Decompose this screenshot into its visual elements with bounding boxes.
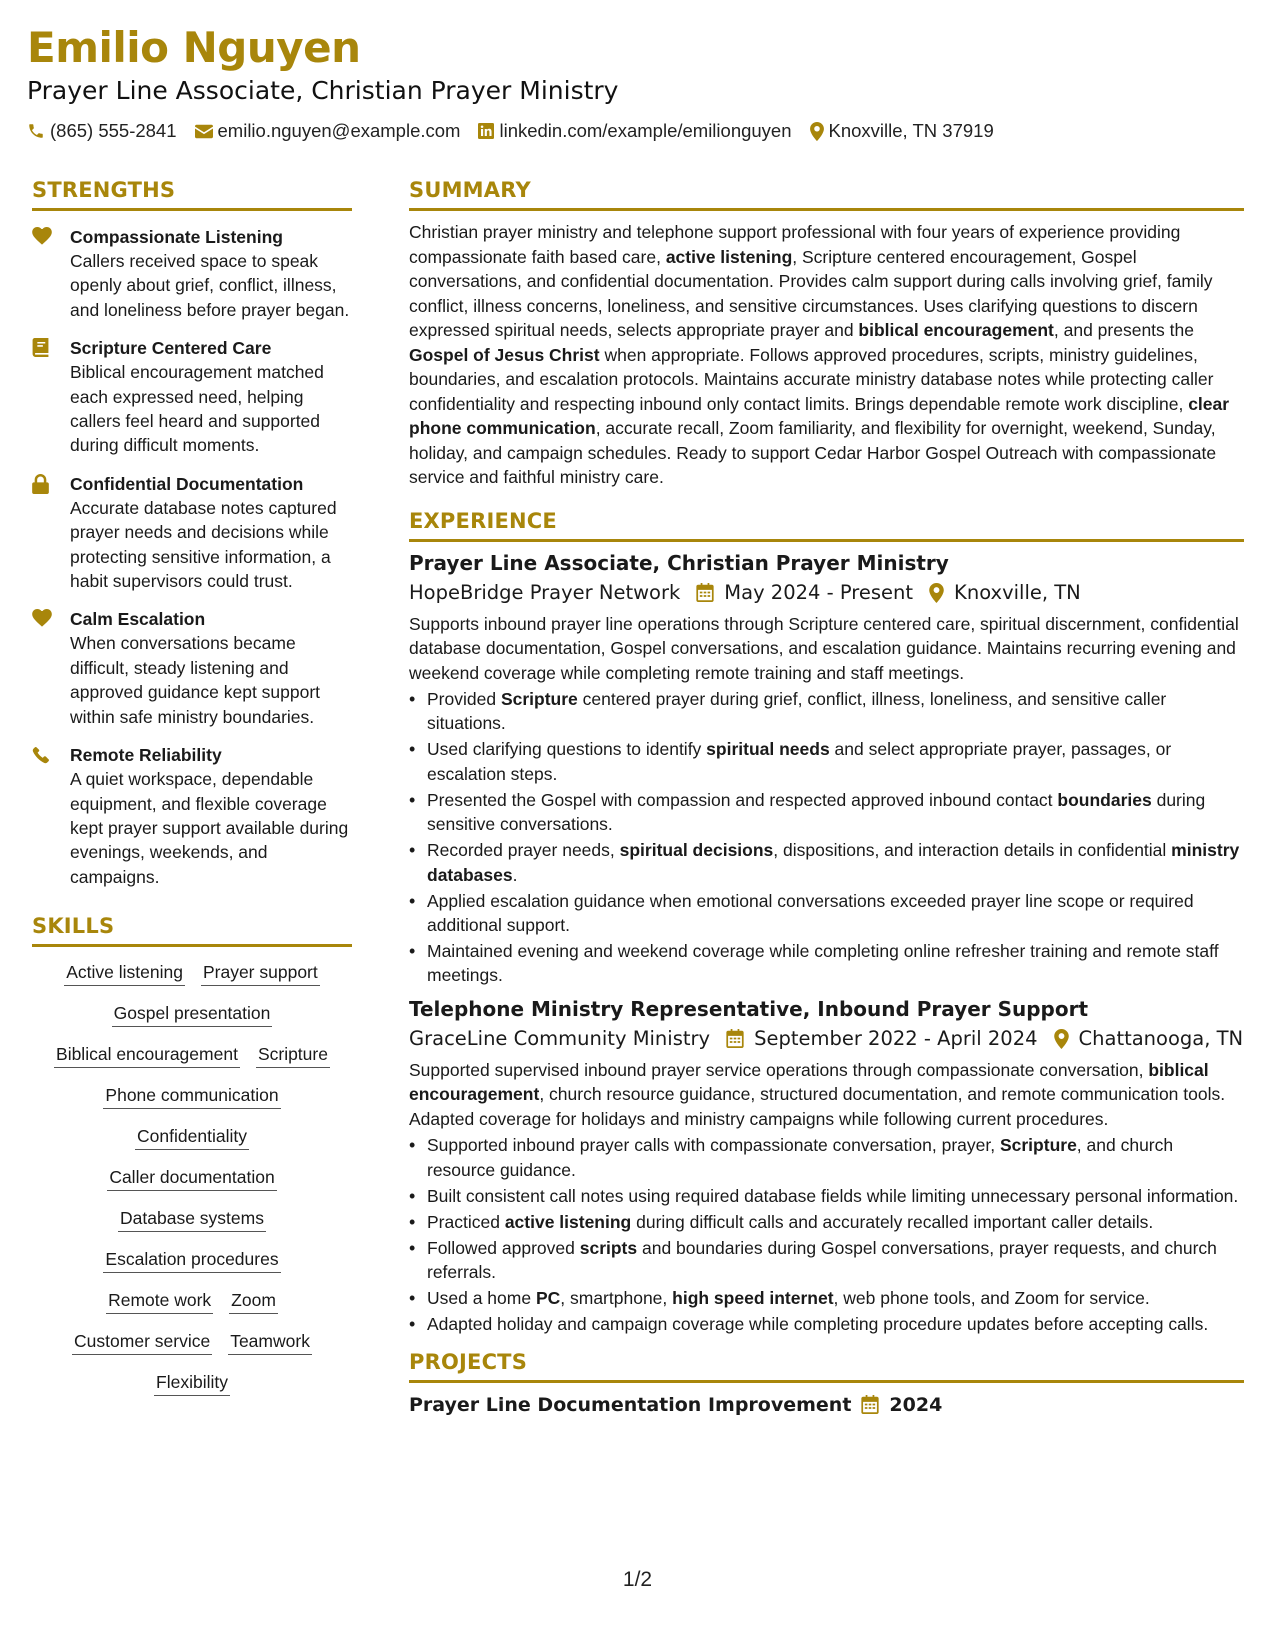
experience-heading: EXPERIENCE: [409, 508, 557, 533]
envelope-icon: [195, 124, 213, 139]
strength-description: A quiet workspace, dependable equipment, and flexible coverage kept prayer support available during evenings, weekends, and campaigns.: [70, 769, 349, 887]
strengths-section: [32, 175, 352, 889]
calendar-icon: [696, 583, 714, 602]
contact-linkedin-text: linkedin.com/example/emilionguyen: [499, 120, 792, 141]
job-bullet: • Supported inbound prayer calls with compassionate conversation, prayer, Scripture, and church resource guidance.: [409, 1133, 1244, 1182]
job-bullet: • Adapted holiday and campaign coverage while completing procedure updates before accepting calls.: [409, 1312, 1244, 1336]
skill-tag: Remote work: [106, 1287, 213, 1314]
summary-heading: SUMMARY: [409, 178, 531, 202]
skill-tag: Flexibility: [154, 1369, 230, 1396]
job-bullets: [409, 1133, 1244, 1336]
job-bullet: • Built consistent call notes using required database fields while limiting unnecessary personal information.: [409, 1184, 1244, 1208]
job-organization: GraceLine Community Ministry: [409, 1026, 711, 1050]
job-description: Supported supervised inbound prayer service operations through compassionate conversation, biblical encouragement, church resource guidance, structured documentation, and remote communication tools. Adapted coverage for holidays and ministry campaigns while following current procedures.: [409, 1059, 1226, 1129]
job-location: Knoxville, TN: [954, 580, 1081, 604]
contact-location: [810, 120, 994, 142]
right-column: [409, 175, 1244, 1419]
job-organization: HopeBridge Prayer Network: [409, 580, 681, 604]
skill-tag: Phone communication: [103, 1082, 280, 1109]
job-bullet: • Recorded prayer needs, spiritual decisions, dispositions, and interaction details in confidential ministry databases.: [409, 838, 1244, 887]
strength-item: [32, 336, 352, 458]
job-bullet: • Used clarifying questions to identify spiritual needs and select appropriate prayer, passages, or escalation steps.: [409, 737, 1244, 786]
skills-section: [32, 911, 352, 1396]
job-entry: [409, 548, 1244, 988]
contact-phone[interactable]: [27, 120, 177, 142]
section-divider: [409, 208, 1244, 211]
contact-email-text: emilio.nguyen@example.com: [217, 120, 461, 141]
skill-tag: Active listening: [64, 959, 185, 986]
candidate-name: Emilio Nguyen: [27, 23, 361, 72]
strength-item: [32, 607, 352, 729]
job-dates: September 2022 - April 2024: [754, 1026, 1038, 1050]
project-item: [409, 1391, 1244, 1419]
phone-icon: [27, 122, 45, 140]
book-icon: [32, 338, 49, 357]
contact-email[interactable]: [195, 120, 461, 142]
skill-tag: Teamwork: [228, 1328, 312, 1355]
project-title: Prayer Line Documentation Improvement: [409, 1393, 852, 1416]
contact-phone-text: (865) 555-2841: [50, 120, 177, 141]
contact-bar: [27, 120, 1247, 142]
candidate-title: Prayer Line Associate, Christian Prayer Ministry: [27, 76, 619, 105]
job-bullet: • Maintained evening and weekend coverage while completing online refresher training and remote staff meetings.: [409, 939, 1244, 988]
summary-section: [409, 175, 1244, 490]
strength-title: Compassionate Listening: [70, 227, 283, 247]
linkedin-icon: [478, 123, 494, 139]
skill-tag: Prayer support: [201, 959, 320, 986]
strength-item: [32, 743, 352, 889]
summary-text: Christian prayer ministry and telephone support professional with four years of experience providing compassionate faith based care, active listening, Scripture centered encouragement, Gospel conversations, and confidential documentation. Provides calm support during calls involving grief, family conflict, illness concerns, loneliness, and sensitive circumstances. Uses clarifying questions to discern expressed spiritual needs, selects appropriate prayer and biblical encouragement, and presents the Gospel of Jesus Christ when appropriate. Follows approved procedures, scripts, ministry guidelines, boundaries, and escalation protocols. Maintains accurate ministry database notes while protecting caller confidentiality and respecting inbound only contact limits. Brings dependable remote work discipline, clear phone communication, accurate recall, Zoom familiarity, and flexibility for overnight, weekend, Sunday, holiday, and campaign schedules. Ready to support Cedar Harbor Gospel Outreach with compassionate service and faithful ministry care.: [409, 222, 1230, 487]
strength-title: Remote Reliability: [70, 745, 222, 766]
skill-tag: Gospel presentation: [112, 1000, 273, 1027]
map-pin-icon: [1054, 1029, 1069, 1049]
job-bullet: • Practiced active listening during difficult calls and accurately recalled important caller details.: [409, 1210, 1244, 1234]
skill-tag: Escalation procedures: [103, 1246, 280, 1273]
job-meta: [409, 578, 1244, 608]
job-meta: [409, 1024, 1244, 1054]
job-bullet: • Provided Scripture centered prayer during grief, conflict, illness, loneliness, and sensitive caller situations.: [409, 687, 1244, 736]
resume-header: [27, 22, 1247, 142]
job-title: Prayer Line Associate, Christian Prayer Ministry: [409, 550, 949, 575]
projects-section: [409, 1347, 1244, 1419]
strength-item: [32, 472, 352, 594]
heart-icon: [32, 609, 52, 627]
strength-description: Accurate database notes captured prayer needs and decisions while protecting sensitive information, a habit supervisors could trust.: [70, 497, 337, 592]
map-pin-icon: [929, 583, 944, 603]
lock-icon: [32, 474, 49, 494]
skill-tag: Scripture: [256, 1041, 330, 1068]
job-dates: May 2024 - Present: [724, 580, 914, 604]
section-divider: [409, 1380, 1244, 1383]
strength-title: Scripture Centered Care: [70, 338, 272, 359]
strength-item: [32, 225, 352, 322]
strength-description: When conversations became difficult, steady listening and approved guidance kept support within safe ministry boundaries.: [70, 633, 321, 727]
job-location: Chattanooga, TN: [1078, 1026, 1244, 1050]
skill-tag: Zoom: [229, 1287, 278, 1314]
strength-description: Biblical encouragement matched each expressed need, helping callers feel heard and supported during difficult moments.: [70, 362, 324, 456]
calendar-icon: [861, 1395, 879, 1414]
projects-heading: PROJECTS: [409, 1349, 528, 1374]
job-bullet: • Used a home PC, smartphone, high speed internet, web phone tools, and Zoom for service.: [409, 1286, 1244, 1310]
phone-icon: [32, 745, 51, 764]
strength-description: Callers received space to speak openly about grief, conflict, illness, and loneliness before prayer began.: [70, 251, 350, 320]
job-bullet: • Presented the Gospel with compassion and respected approved inbound contact boundaries during sensitive conversations.: [409, 788, 1244, 837]
job-bullet: • Applied escalation guidance when emotional conversations exceeded prayer line scope or required additional support.: [409, 889, 1244, 938]
page-number: 1/2: [622, 1568, 653, 1591]
job-bullet: • Followed approved scripts and boundaries during Gospel conversations, prayer requests, and church referrals.: [409, 1236, 1244, 1285]
heart-icon: [32, 227, 52, 245]
skill-tag: Caller documentation: [107, 1164, 276, 1191]
job-title: Telephone Ministry Representative, Inbound Prayer Support: [409, 996, 1089, 1021]
skill-tag: Database systems: [118, 1205, 266, 1232]
skills-list: [32, 959, 352, 1396]
section-divider: [32, 944, 352, 947]
left-column: [32, 175, 352, 1410]
section-divider: [32, 208, 352, 211]
strength-title: Confidential Documentation: [70, 473, 304, 494]
skills-heading: SKILLS: [32, 914, 115, 939]
strengths-heading: STRENGTHS: [32, 178, 176, 202]
calendar-icon: [726, 1029, 744, 1048]
contact-linkedin[interactable]: [478, 120, 791, 142]
section-divider: [409, 539, 1244, 542]
job-description: Supports inbound prayer line operations through Scripture centered care, spiritual discernment, confidential database documentation, Gospel conversations, and escalation guidance. Maintains recurring evening and weekend coverage while completing remote training and staff meetings.: [409, 613, 1239, 683]
strength-title: Calm Escalation: [70, 609, 206, 630]
contact-location-text: Knoxville, TN 37919: [828, 120, 994, 141]
job-entry: [409, 994, 1244, 1337]
experience-section: [409, 506, 1244, 1337]
skill-tag: Customer service: [72, 1328, 212, 1355]
skill-tag: Biblical encouragement: [54, 1041, 240, 1068]
skill-tag: Confidentiality: [135, 1123, 249, 1150]
project-year: 2024: [889, 1393, 943, 1416]
map-pin-icon: [810, 122, 824, 141]
job-bullets: [409, 687, 1244, 988]
